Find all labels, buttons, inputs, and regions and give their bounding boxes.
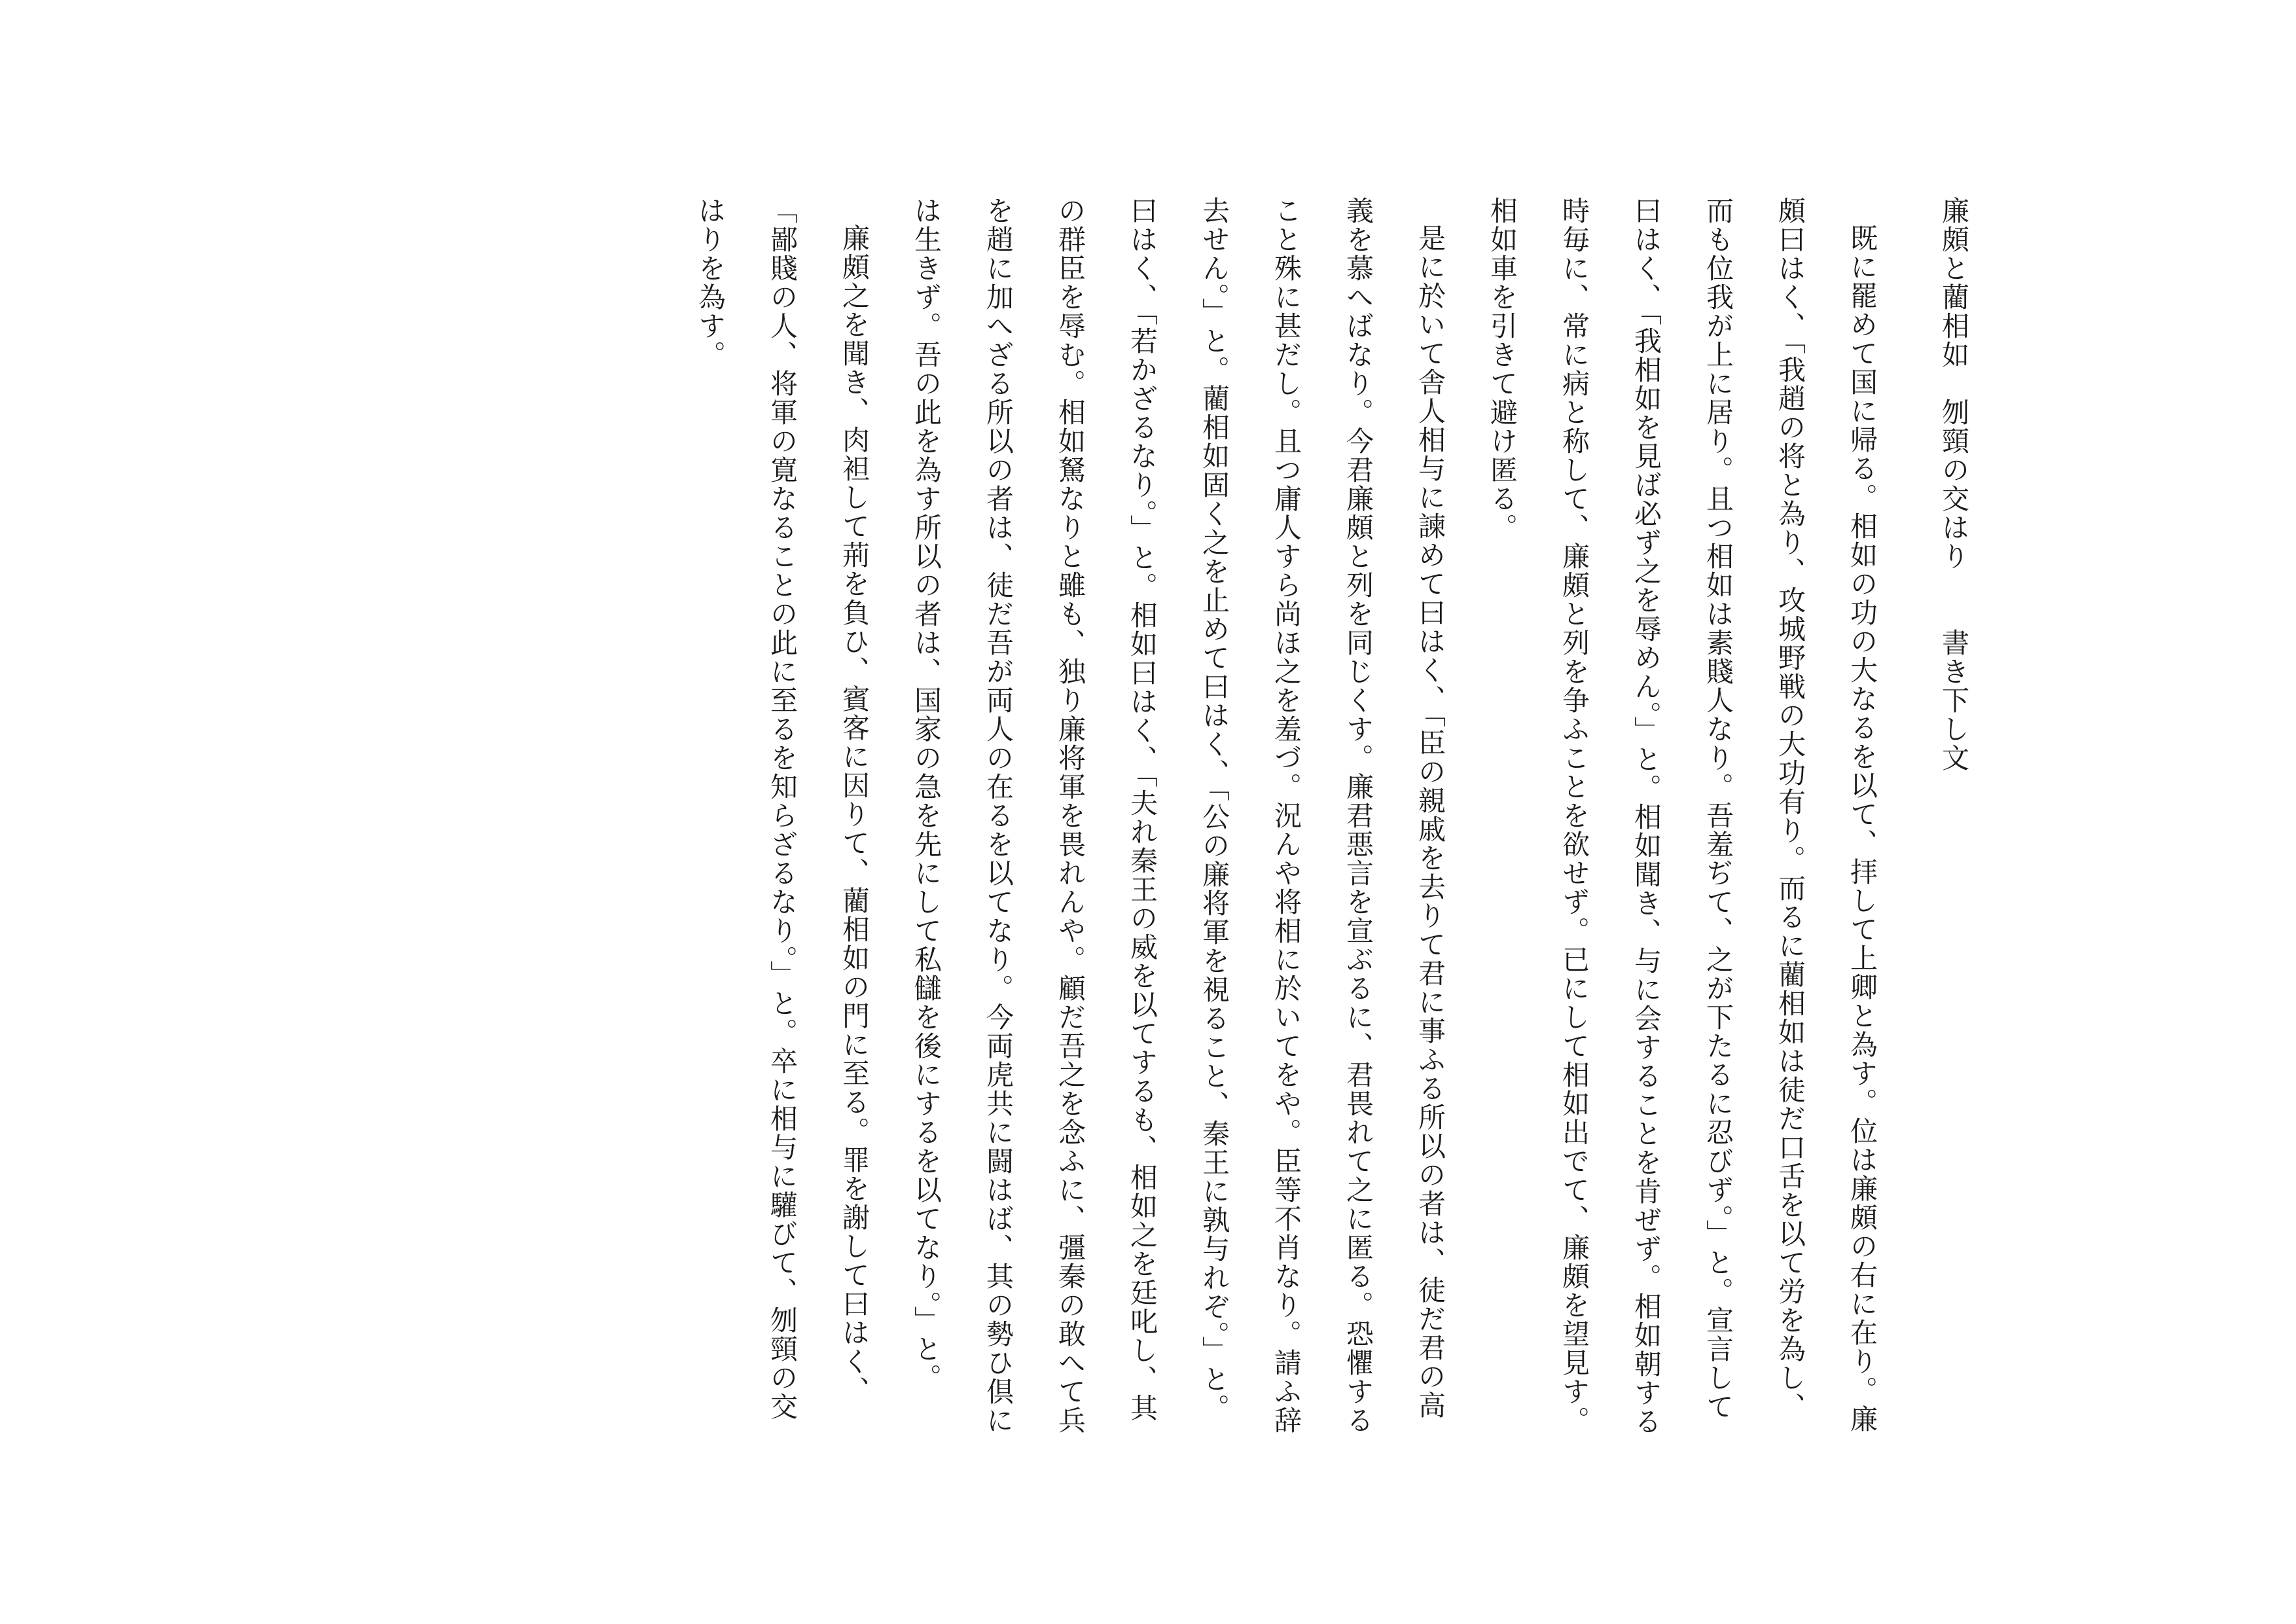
paragraph-3: 廉頗之を聞き、肉袒して荊を負ひ、賓客に因りて、藺相如の門に至る。罪を謝して曰はく、「鄙賤の人、将軍の寛なることの此に至るを知らざるなり。」と。卒に相与に驩びて、刎頸の交はりを為す。 (694, 196, 870, 1421)
vertical-text-body (694, 196, 1990, 1440)
paragraph-1: 既に罷めて国に帰る。相如の功の大なるを以て、拝して上卿と為す。位は廉頗の右に在り。廉頗曰はく、「我趙の将と為り、攻城野戦の大功有り。而るに藺相如は徒だ口舌を以て労を為し、而も位我が上に居り。且つ相如は素賤人なり。吾羞ぢて、之が下たるに忍びず。」と。宣言して曰はく、「我相如を見ば必ず之を辱めん。」と。相如聞き、与に会することを肯ぜず。相如朝する時毎に、常に病と称して、廉頗と列を争ふことを欲せず。已にして相如出でて、廉頗を望見す。相如車を引きて避け匿る。 (1486, 196, 1878, 1436)
document-title: 廉頗と藺相如 刎頸の交はり 書き下し文 (1938, 196, 1970, 772)
paragraph-2: 是に於いて舎人相与に諫めて曰はく、「臣の親戚を去りて君に事ふる所以の者は、徒だ君の高義を慕へばなり。今君廉頗と列を同じくす。廉君悪言を宣ぶるに、君畏れて之に匿る。恐懼すること殊に甚だし。且つ庸人すら尚ほ之を羞づ。況んや将相に於いてをや。臣等不肖なり。請ふ辞去せん。」と。藺相如固く之を止めて曰はく、「公の廉将軍を視ること、秦王に孰与れぞ。」と。曰はく、「若かざるなり。」と。相如曰はく、「夫れ秦王の威を以てするも、相如之を廷叱し、其の群臣を辱む。相如駑なりと雖も、独り廉将軍を畏れんや。顧だ吾之を念ふに、彊秦の敢へて兵を趙に加へざる所以の者は、徒だ吾が両人の在るを以てなり。今両虎共に闘はば、其の勢ひ倶には生きず。吾の此を為す所以の者は、国家の急を先にして私讎を後にするを以てなり。」と。 (910, 196, 1446, 1435)
